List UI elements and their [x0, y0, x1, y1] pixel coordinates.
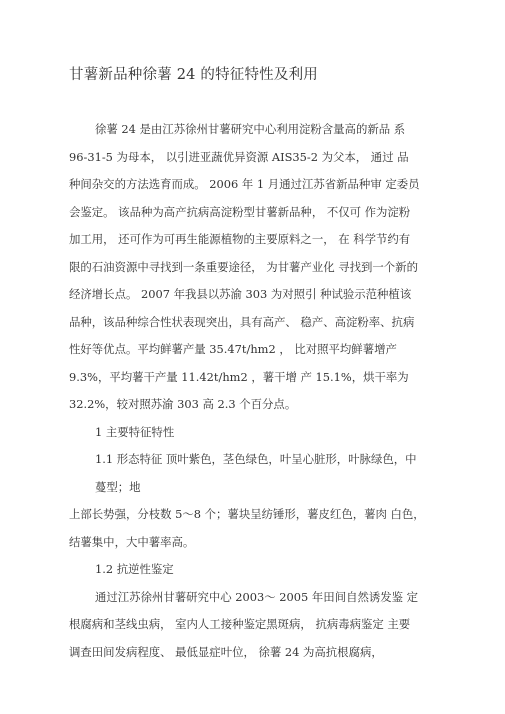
body-line: 通过江苏徐州甘薯研究中心 2003〜 2005 年田间自然诱发鉴 定	[95, 590, 419, 604]
body-line: 加工用， 还可作为可再生能源植物的主要原料之一， 在 科学节约有	[69, 232, 411, 246]
subsection-heading: 1.2 抗逆性鉴定	[95, 562, 174, 576]
body-line: 96-31-5 为母本， 以引进亚蔬优异资源 AIS35-2 为父本， 通过 品	[69, 150, 409, 164]
body-line: 限的石油资源中寻找到一条重要途径， 为甘薯产业化 寻找到一个新的	[69, 260, 418, 274]
body-line: 结薯集中，大中薯率高。	[69, 535, 195, 549]
subsection-line: 1.1 形态特征 顶叶紫色，茎色绿色，叶呈心脏形，叶脉绿色，中	[95, 452, 417, 466]
body-line: 蔓型；地	[95, 480, 141, 494]
document-title: 甘薯新品种徐薯 24 的特征特性及利用	[69, 67, 318, 83]
body-line: 种间杂交的方法选育而成。 2006 年 1 月通过江苏省新品种审 定委员	[69, 177, 420, 191]
body-line: 品种，该品种综合性状表现突出，具有高产、 稳产、高淀粉率、抗病	[69, 315, 415, 329]
body-line: 调查田间发病程度、 最低显症叶位， 徐薯 24 为高抗根腐病，	[69, 645, 383, 659]
section-heading: 1 主要特征特性	[95, 425, 175, 439]
body-line: 32.2%，较对照苏渝 303 高 2.3 个百分点。	[69, 397, 297, 411]
body-line: 根腐病和茎线虫病， 室内人工接种鉴定黑斑病， 抗病毒病鉴定 主要	[69, 617, 411, 631]
body-line: 徐薯 24 是由江苏徐州甘薯研究中心利用淀粉含量高的新品 系	[95, 122, 406, 136]
body-line: 上部长势强，分枝数 5〜8 个；薯块呈纺锤形，薯皮红色，薯肉 白色，	[69, 507, 425, 521]
body-line: 会鉴定。 该品种为高产抗病高淀粉型甘薯新品种， 不仅可 作为淀粉	[69, 205, 411, 219]
body-line: 9.3%，平均薯干产量 11.42t/hm2 ，薯干增 产 15.1%，烘干率为	[69, 370, 409, 384]
body-line: 经济增长点。 2007 年我县以苏渝 303 为对照引 种试验示范种植该	[69, 287, 412, 301]
body-line: 性好等优点。平均鲜薯产量 35.47t/hm2 ， 比对照平均鲜薯增产	[69, 342, 397, 356]
